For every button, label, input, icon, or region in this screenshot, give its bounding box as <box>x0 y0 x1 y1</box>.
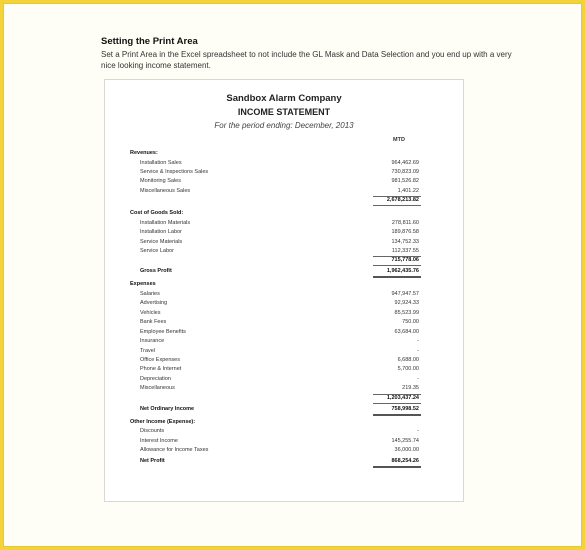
line-item-row <box>105 238 463 247</box>
line-item-row <box>105 375 463 384</box>
line-item-row <box>105 168 463 177</box>
subtotal-rule <box>373 196 421 197</box>
subtotal-row <box>105 394 463 403</box>
subtotal-underline <box>373 403 421 404</box>
row-value: 36,000.00 <box>394 447 419 453</box>
row-value: 278,811.60 <box>391 219 419 226</box>
row-label: Bank Fees <box>140 319 167 326</box>
subtotal-rule <box>373 394 421 395</box>
line-item-row <box>105 187 463 196</box>
row-value: 2,678,213.82 <box>386 197 419 204</box>
row-value: 868,254.26 <box>391 457 419 464</box>
section-header-row <box>105 280 463 289</box>
line-item-row <box>105 356 463 365</box>
row-value: 189,876.58 <box>391 229 419 236</box>
row-label: Net Profit <box>140 457 165 464</box>
line-item-row <box>105 384 463 393</box>
row-label: Miscellaneous Sales <box>140 187 191 194</box>
summary-row <box>105 405 463 414</box>
row-label: Travel <box>140 347 156 354</box>
row-label: Service Materials <box>140 238 183 245</box>
row-value: 112,337.55 <box>391 248 419 254</box>
row-label: Discounts <box>140 428 165 435</box>
line-item-row <box>105 365 463 374</box>
subtotal-rule <box>373 256 421 257</box>
row-label: Advertising <box>140 300 168 307</box>
row-label: Allowance for Income Taxes <box>140 447 209 453</box>
row-value: 5,700.00 <box>397 366 419 373</box>
income-statement-image <box>104 79 464 502</box>
row-label: Office Expenses <box>140 356 180 363</box>
line-item-row <box>105 299 463 308</box>
section-header-row <box>105 209 463 218</box>
intro-text: Set a Print Area in the Excel spreadsheet to not include the GL Mask and Data Selection and you end up with a very nice looking income statement. <box>101 50 512 70</box>
section-header-row <box>105 149 463 158</box>
row-value: 1,962,435.76 <box>386 268 419 275</box>
row-value: 145,255.74 <box>391 437 419 444</box>
row-value: - <box>417 428 419 435</box>
line-item-row <box>105 427 463 436</box>
company-name: Sandbox Alarm Company <box>226 93 342 104</box>
summary-row <box>105 267 463 276</box>
row-label: Insurance <box>140 338 165 344</box>
row-label: Cost of Goods Sold: <box>130 210 184 217</box>
line-item-row <box>105 159 463 168</box>
section-header-row <box>105 418 463 427</box>
row-value: 730,823.09 <box>391 168 419 175</box>
statement-period: For the period ending: December, 2013 <box>214 121 354 130</box>
row-value: 758,998.52 <box>391 405 419 412</box>
row-value: - <box>417 375 419 382</box>
row-label: Gross Profit <box>140 268 172 275</box>
row-label: Service Labor <box>140 248 174 254</box>
row-label: Employee Benefits <box>140 328 186 335</box>
subtotal-row <box>105 196 463 205</box>
row-value: 964,462.69 <box>391 159 419 166</box>
summary-double-underline <box>373 466 421 468</box>
row-value: 947,947.57 <box>391 290 419 297</box>
column-header-mtd: MTD <box>393 137 405 143</box>
line-item-row <box>105 318 463 327</box>
summary-double-underline <box>373 276 421 278</box>
intro-title: Setting the Print Area <box>101 36 198 47</box>
row-label: Other Income (Expense): <box>130 418 196 425</box>
watermark <box>44 503 46 510</box>
line-item-row <box>105 437 463 446</box>
line-item-row <box>105 219 463 228</box>
row-label: Miscellaneous <box>140 385 175 392</box>
line-item-row <box>105 228 463 237</box>
row-value: 715,778.06 <box>391 257 419 264</box>
intro-section <box>101 36 521 71</box>
row-value: 63,684.00 <box>394 328 419 335</box>
line-item-row <box>105 328 463 337</box>
row-label: Installation Materials <box>140 219 191 226</box>
row-label: Expenses <box>130 281 156 288</box>
row-label: Interest Income <box>140 437 178 444</box>
line-item-row <box>105 337 463 346</box>
row-value: 219.35 <box>402 385 419 392</box>
row-value: - <box>417 347 419 354</box>
row-value: 85,523.99 <box>394 309 419 316</box>
row-label: Vehicles <box>140 309 161 316</box>
row-value: 981,526.82 <box>391 178 419 185</box>
row-label: Salaries <box>140 290 160 297</box>
row-label: Monitoring Sales <box>140 178 181 185</box>
row-value: 1,203,437.24 <box>386 394 419 401</box>
row-value: - <box>417 338 419 344</box>
row-value: 750.00 <box>402 319 419 326</box>
subtotal-row <box>105 256 463 265</box>
row-label: Service & Inspections Sales <box>140 168 209 175</box>
row-label: Net Ordinary Income <box>140 405 195 412</box>
line-item-row <box>105 290 463 299</box>
summary-row <box>105 457 463 466</box>
page-frame <box>3 3 582 547</box>
subtotal-underline <box>373 205 421 206</box>
row-value: 6,688.00 <box>397 356 419 363</box>
row-label: Installation Labor <box>140 229 182 236</box>
line-item-row <box>105 309 463 318</box>
row-label: Revenues: <box>130 150 158 156</box>
row-value: 1,401.22 <box>397 187 419 194</box>
statement-title: INCOME STATEMENT <box>237 107 331 117</box>
row-value: 92,924.33 <box>394 300 419 307</box>
line-item-row <box>105 446 463 455</box>
row-label: Phone & Internet <box>140 366 182 373</box>
subtotal-underline <box>373 265 421 266</box>
summary-double-underline <box>373 414 421 416</box>
row-value: 134,752.33 <box>391 238 419 245</box>
row-label: Installation Sales <box>140 159 182 166</box>
line-item-row <box>105 177 463 186</box>
line-item-row <box>105 247 463 256</box>
row-label: Depreciation <box>140 375 171 382</box>
line-item-row <box>105 347 463 356</box>
